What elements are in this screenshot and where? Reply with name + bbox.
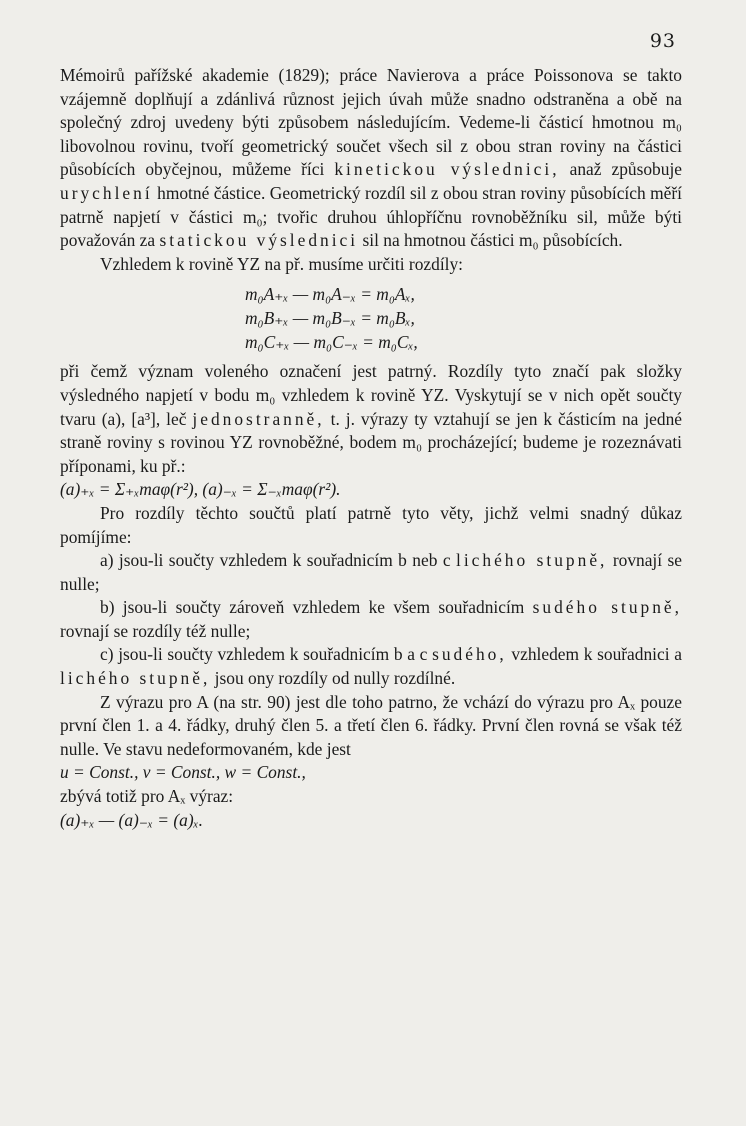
spaced-term: sudého, (432, 644, 507, 665)
paragraph-5: Z výrazu pro A (na str. 90) jest dle toho patrno, že vchází do výrazu pro Aₓ pouze první člen 1. a 4. řádky, druhý člen 5. a třetí člen 6. řádky. První člen rovná se však též nulle. Ve stavu nedeformovaném, kde jest (60, 691, 682, 759)
spaced-term: statickou výslednici (159, 230, 359, 251)
text-run: rovnají se nulle; (60, 550, 683, 594)
equation-1: m₀A₊ₓ — m₀A₋ₓ = m₀Aₓ, (245, 284, 415, 305)
text-run: Mémoirů pařížské akademie (1829); práce Navierova a práce Poissonova se takto vzájemně doplňují a zdánlivá různost jejich úvah může snadno odstraněna a obě na společný zdroj uvedeny býti způsobem následujícím. Vedeme-li částicí hmotnou m₀ libovolnou rovinu, tvoří geometrický součet všech sil z obou stran roviny na částici působících obyčejnou, můžeme říci (60, 65, 682, 180)
equation-group-1 (60, 282, 682, 354)
paragraph-3 (60, 360, 682, 478)
text-run: anaž způsobuje (569, 159, 682, 180)
paragraph-2: Vzhledem k rovině YZ na př. musíme určiti rozdíly: (100, 253, 464, 274)
equation-2: m₀B₊ₓ — m₀B₋ₓ = m₀Bₓ, (245, 308, 415, 329)
list-item-a (60, 549, 682, 596)
page-body (60, 64, 682, 832)
text-run: vzhledem k souřadnici a (511, 644, 682, 665)
spaced-term: lichého stupně, (456, 550, 608, 571)
rules-list (60, 549, 682, 691)
text-run: b) jsou-li součty zároveň vzhledem ke všem souřadnicím (100, 597, 525, 618)
spaced-term: sudého stupně, (532, 597, 682, 618)
text-run: c) jsou-li součty vzhledem k souřadnicím b a c (100, 644, 428, 665)
text-run: hmotné částice. Geometrický rozdíl sil z obou stran roviny působících měří patrně napjetí v částici m₀; tvořic druhou úhlopříčnu rovnoběžníku sil, může býti považován za (60, 182, 682, 251)
text-run: rovnají se rozdíly též nulle; (60, 620, 251, 641)
paragraph-4: Pro rozdíly těchto součtů platí patrně tyto věty, jichž velmi snadný důkaz pomíjíme: (60, 502, 682, 547)
list-item-c (60, 643, 682, 690)
text-run: jsou ony rozdíly od nully rozdílné. (214, 668, 456, 689)
paragraph-1 (60, 64, 682, 253)
text-run: t. j. výrazy ty vztahují se jen k částicím na jedné straně roviny s rovinou YZ rovnoběžné, bodem m₀ procházející; budeme je rozeznávati příponami, ku př.: (60, 408, 682, 476)
spaced-term: jednostranně, (192, 408, 325, 429)
text-run: a) jsou-li součty vzhledem k souřadnicím b neb c (100, 550, 451, 571)
text-run: při čemž význam voleného označení jest patrný. Rozdíly tyto značí pak složky výsledného napjetí v bodu m₀ vzhledem k rovině YZ. Vyskytují se v nich opět součty tvaru (a), [a³], leč (60, 361, 682, 429)
equation-3: m₀C₊ₓ — m₀C₋ₓ = m₀Cₓ, (245, 332, 418, 353)
spaced-term: urychlení (60, 182, 153, 203)
spaced-term: lichého stupně, (60, 668, 211, 689)
paragraph-6: zbývá totiž pro Aₓ výraz: (60, 786, 234, 807)
equation-6: (a)₊ₓ — (a)₋ₓ = (a)ₓ. (60, 809, 203, 830)
spaced-term: kinetickou výslednici, (334, 159, 560, 180)
text-run: sil na hmotnou částici m₀ působících. (362, 230, 623, 251)
page-number: 93 (649, 30, 676, 52)
equation-5: u = Const., v = Const., w = Const., (60, 762, 306, 783)
list-item-b (60, 596, 682, 643)
equation-4: (a)₊ₓ = Σ₊ₓmaφ(r²), (a)₋ₓ = Σ₋ₓmaφ(r²). (60, 479, 341, 500)
